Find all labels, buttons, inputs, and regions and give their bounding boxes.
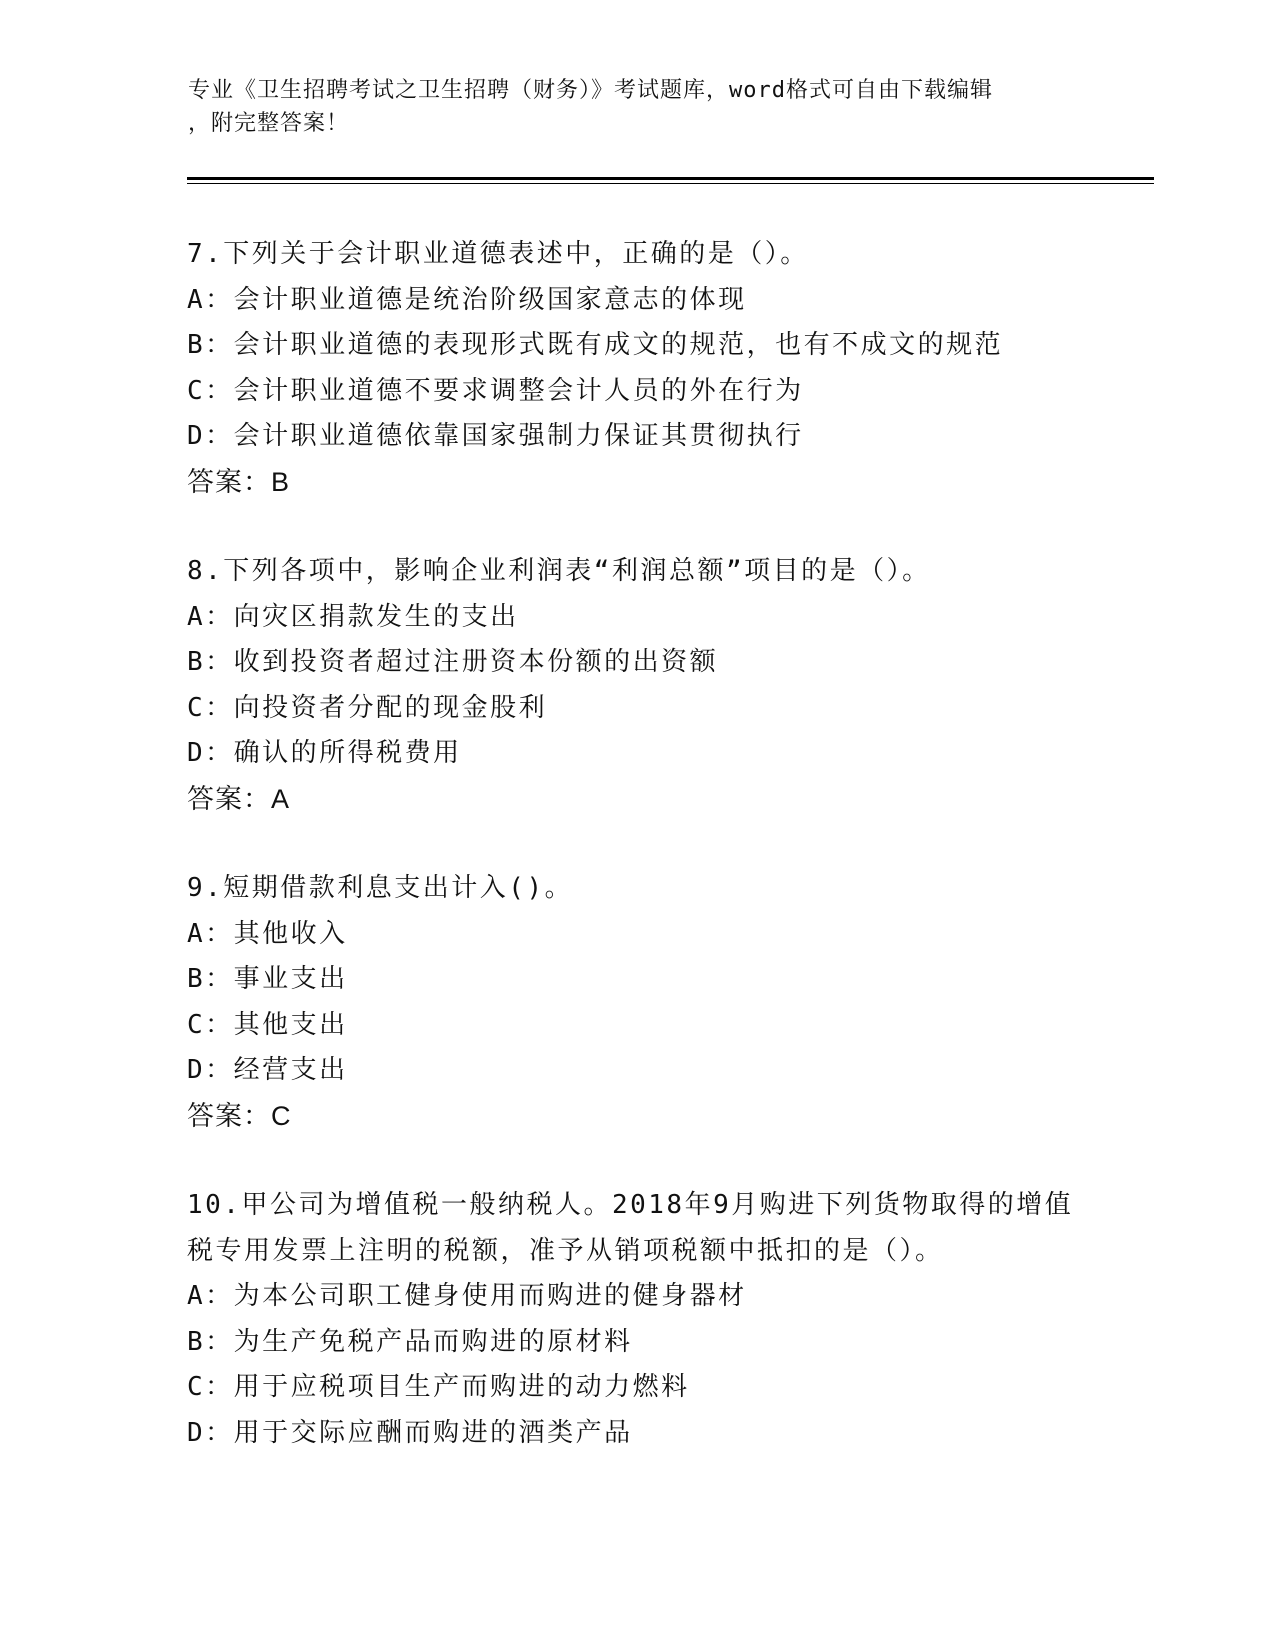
question-stem: 9.短期借款利息支出计入()。 [187,873,574,903]
answer: 答案：B [187,466,291,497]
header-line-2: ，附完整答案！ [188,111,350,136]
option-b: B：会计职业道德的表现形式既有成文的规范，也有不成文的规范 [187,330,1004,360]
question-stem: 7.下列关于会计职业道德表述中，正确的是（）。 [187,239,809,269]
question-7 [187,232,1087,505]
option-a: A：其他收入 [187,918,348,949]
option-c: C：向投资者分配的现金股利 [187,692,548,723]
option-d: D：确认的所得税费用 [187,738,462,768]
option-c: C：用于应税项目生产而购进的动力燃料 [187,1372,690,1402]
question-9 [187,866,1087,1139]
header-divider-thin [187,183,1154,184]
option-d: D：经营支出 [187,1055,348,1085]
spacer [187,1139,1087,1183]
option-d: D：用于交际应酬而购进的酒类产品 [187,1417,633,1448]
header-divider-thick [187,177,1154,180]
header-line-1: 专业《卫生招聘考试之卫生招聘（财务）》考试题库，word格式可自由下载编辑 [188,78,993,103]
question-stem-line-2: 税专用发票上注明的税额，准予从销项税额中抵扣的是（）。 [187,1235,944,1266]
option-d: D：会计职业道德依靠国家强制力保证其贯彻执行 [187,421,804,451]
option-a: A：向灾区捐款发生的支出 [187,601,519,632]
spacer [187,822,1087,866]
answer: 答案：C [187,1100,292,1131]
question-list [187,232,1087,1456]
option-b: B：为生产免税产品而购进的原材料 [187,1326,633,1357]
option-b: B：事业支出 [187,964,348,994]
question-10 [187,1183,1087,1456]
answer: 答案：A [187,783,291,814]
question-8 [187,549,1087,822]
option-c: C：其他支出 [187,1009,348,1040]
option-a: A：会计职业道德是统治阶级国家意志的体现 [187,284,747,315]
option-b: B：收到投资者超过注册资本份额的出资额 [187,647,719,677]
document-header [188,74,1088,140]
option-c: C：会计职业道德不要求调整会计人员的外在行为 [187,375,804,406]
question-stem: 8.下列各项中，影响企业利润表“利润总额”项目的是（）。 [187,556,931,586]
question-stem-line-1: 10.甲公司为增值税一般纳税人。2018年9月购进下列货物取得的增值 [187,1190,1074,1220]
spacer [187,505,1087,549]
option-a: A：为本公司职工健身使用而购进的健身器材 [187,1281,747,1311]
